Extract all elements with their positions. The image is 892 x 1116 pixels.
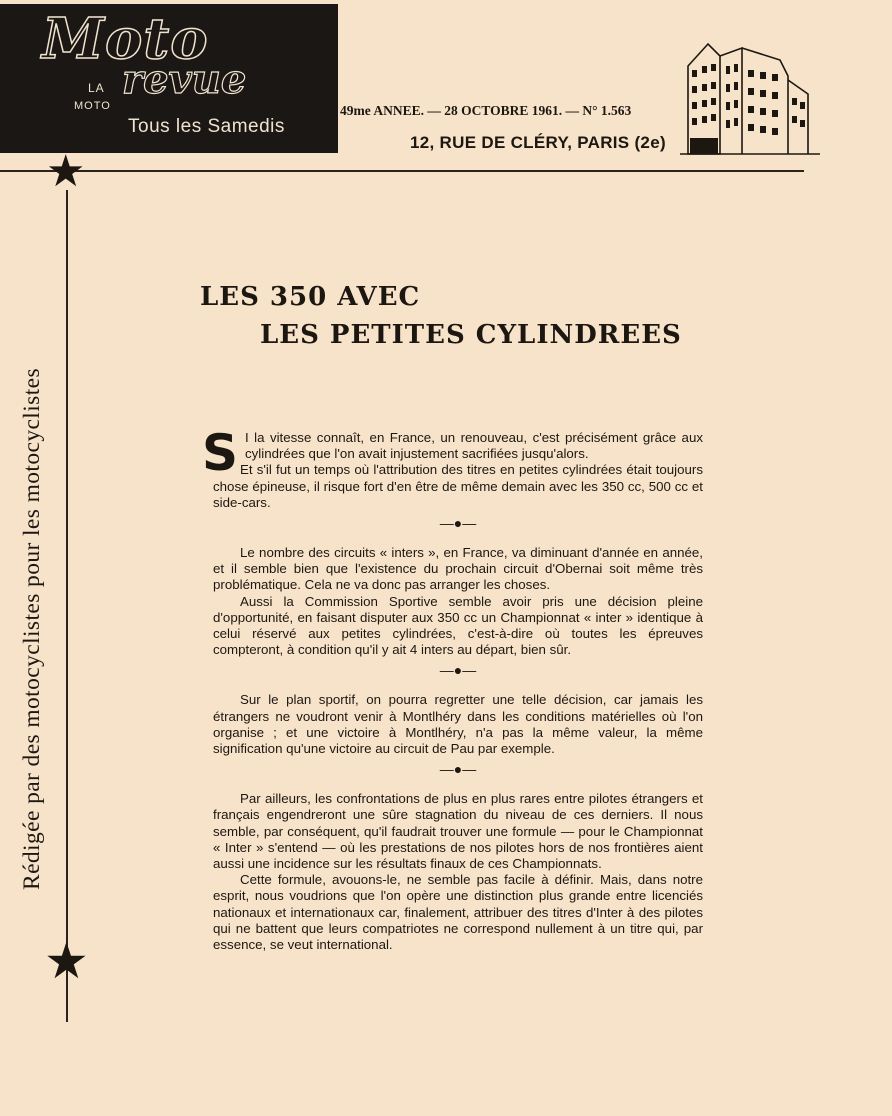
drop-cap: S: [202, 424, 239, 482]
article-title-line2: LES PETITES CYLINDREES: [260, 320, 682, 350]
article-paragraph: Sur le plan sportif, on pourra regretter une telle décision, car jamais les étrangers ne voudront venir à Montlhéry dans les conditions matérielles où l'on organise ; et une victoire à Montlhéry, n'a pas la même valeur, la même signification qu'une victoire au circuit de Pau par exemple.: [213, 692, 703, 757]
article-paragraph: I la vitesse connaît, en France, un renouveau, c'est précisément grâce aux cylindrées que l'on avait injustement sacrifiées jusqu'alors.: [245, 430, 703, 462]
vertical-slogan: Rédigée par des motocyclistes pour les motocyclistes: [19, 367, 45, 890]
logo-moto-small-text: MOTO: [74, 100, 111, 112]
sidebar-divider: [66, 190, 68, 1022]
building-illustration-icon: [680, 36, 820, 158]
logo-revue-text: revue: [122, 56, 247, 103]
separator-ornament: —●—: [439, 515, 477, 532]
article-title: [200, 282, 682, 350]
article-body: [202, 424, 703, 953]
separator-ornament: —●—: [439, 761, 477, 778]
article-paragraph: Cette formule, avouons-le, ne semble pas facile à définir. Mais, dans notre esprit, nous voudrions que l'on opère une distinction plus grande entre licenciés nationaux et internationaux car, finalement, attribuer des titres d'Inter à des pilotes qui ne battent que leurs compatriotes ne correspond nullement à un titre qui, par essence, se veut international.: [213, 872, 703, 953]
masthead-logo-block: [0, 4, 338, 153]
article-paragraph: Aussi la Commission Sportive semble avoir pris une décision pleine d'opportunité, en faisant disputer aux 350 cc un Championnat « inter » identique à celui réservé aux petites cylindrées, c'est-à-dire où toutes les épreuves compteront, à condition qu'il y ait 4 inters au départ, bien sûr.: [213, 593, 703, 658]
article-title-line1: LES 350 AVEC: [200, 282, 421, 312]
header-divider: [0, 170, 804, 172]
issue-line: 49me ANNEE. — 28 OCTOBRE 1961. — N° 1.563: [340, 103, 632, 118]
logo-moto-text: Moto: [42, 6, 209, 72]
logo-la-text: LA: [88, 81, 105, 95]
article-paragraph: Le nombre des circuits « inters », en France, va diminuant d'année en année, et il semble bien que l'existence du prochain circuit d'Obernai soit même très problématique. Cela ne va donc pas arranger les choses.: [213, 545, 703, 593]
article-paragraph: Et s'il fut un temps où l'attribution des titres en petites cylindrées était toujours chose épineuse, il risque fort d'en être de même demain avec les 350 cc, 500 cc et side-cars.: [213, 462, 703, 510]
star-icon: ★: [44, 933, 89, 989]
address: 12, RUE DE CLÉRY, PARIS (2e): [410, 133, 666, 152]
tagline: Tous les Samedis: [128, 116, 285, 137]
separator-ornament: —●—: [439, 662, 477, 679]
star-icon: ★: [46, 147, 86, 196]
article-paragraph: Par ailleurs, les confrontations de plus en plus rares entre pilotes étrangers et français engendreront une sûre stagnation du niveau de ces derniers. Il nous semble, par conséquent, qu'il faudrait trouver une formule — pour le Championnat « Inter » s'entend — où les prestations de nos pilotes hors de nos frontières aient aussi une incidence sur les résultats finaux de ces Championnats.: [213, 791, 703, 872]
